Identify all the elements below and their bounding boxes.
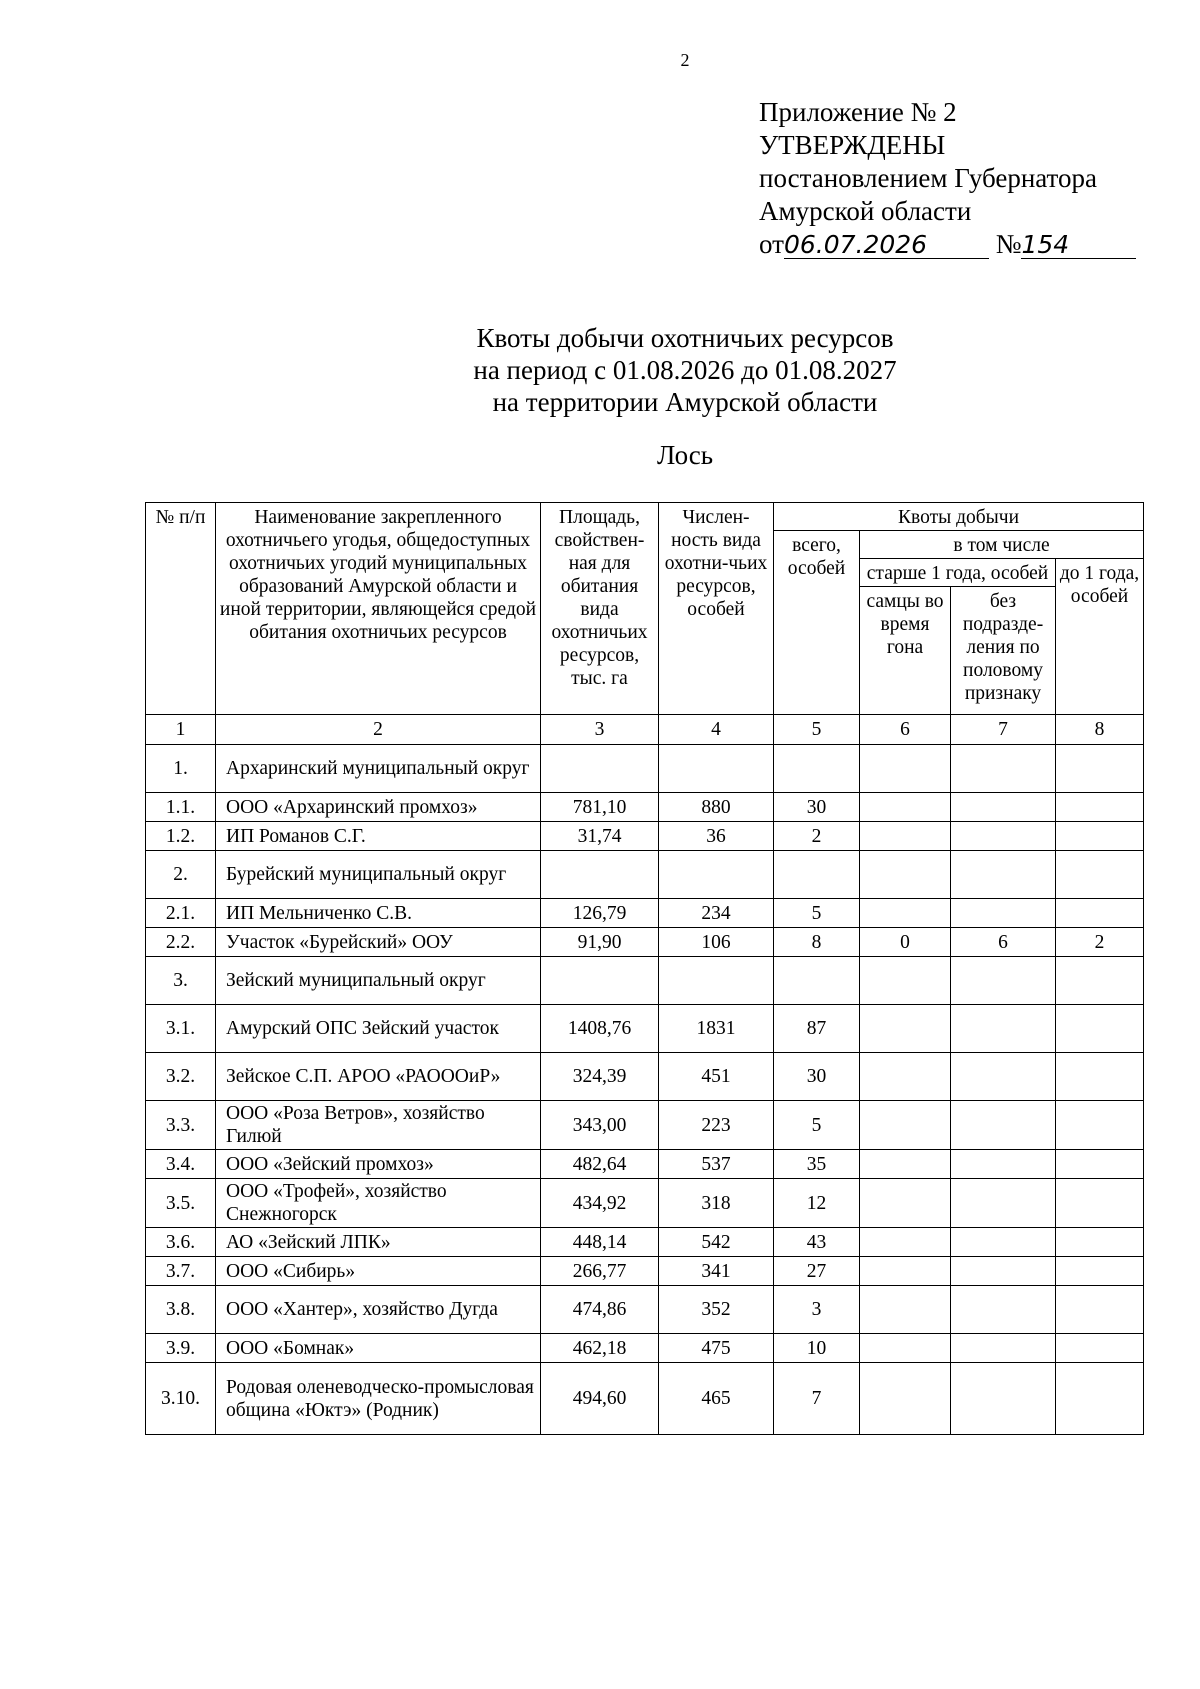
row-under1: [1056, 1286, 1144, 1334]
table-row: [146, 1334, 1144, 1363]
row-males: [860, 899, 951, 928]
row-total: 30: [774, 1053, 860, 1101]
row-number: 1.2.: [146, 822, 216, 851]
quota-table: [145, 502, 1144, 1435]
row-males: [860, 851, 951, 899]
row-count: [659, 745, 774, 793]
table-row: [146, 822, 1144, 851]
row-nosex: [951, 1286, 1056, 1334]
row-number: 3.3.: [146, 1101, 216, 1150]
row-total: 7: [774, 1363, 860, 1435]
decree-date-number: [759, 228, 1136, 261]
row-total: 35: [774, 1150, 860, 1179]
row-name: Амурский ОПС Зейский участок: [216, 1005, 541, 1053]
column-number: 8: [1056, 715, 1144, 745]
row-count: 1831: [659, 1005, 774, 1053]
header-name: Наименование закрепленного охотничьего угодья, общедоступных охотничьих угодий муниципальных образований Амурской области и иной территории, являющейся средой обитания охотничьих ресурсов: [216, 503, 541, 715]
row-name: ООО «Трофей», хозяйство Снежногорск: [216, 1179, 541, 1228]
row-area: 324,39: [541, 1053, 659, 1101]
row-males: [860, 1363, 951, 1435]
row-count: 234: [659, 899, 774, 928]
row-males: 0: [860, 928, 951, 957]
table-row: [146, 1005, 1144, 1053]
row-males: [860, 957, 951, 1005]
row-males: [860, 1286, 951, 1334]
row-area: 343,00: [541, 1101, 659, 1150]
quota-table-body: [146, 745, 1144, 1435]
table-row: [146, 851, 1144, 899]
header-including: в том числе: [860, 531, 1144, 559]
row-area: 434,92: [541, 1179, 659, 1228]
header-under1: до 1 года, особей: [1056, 559, 1144, 715]
number-field: [1021, 228, 1136, 261]
row-area: 462,18: [541, 1334, 659, 1363]
row-name: Бурейский муниципальный округ: [216, 851, 541, 899]
row-name: ООО «Зейский промхоз»: [216, 1150, 541, 1179]
header-area: Площадь, свойствен-ная для обитания вида охотничьих ресурсов, тыс. га: [541, 503, 659, 715]
row-name: Зейский муниципальный округ: [216, 957, 541, 1005]
row-area: 482,64: [541, 1150, 659, 1179]
row-under1: [1056, 1101, 1144, 1150]
row-nosex: [951, 1179, 1056, 1228]
row-area: 1408,76: [541, 1005, 659, 1053]
row-total: 12: [774, 1179, 860, 1228]
row-count: [659, 957, 774, 1005]
row-total: [774, 745, 860, 793]
row-males: [860, 1334, 951, 1363]
row-under1: [1056, 1053, 1144, 1101]
row-area: 781,10: [541, 793, 659, 822]
row-under1: [1056, 1179, 1144, 1228]
row-males: [860, 745, 951, 793]
header-nosex: без подразде-ления по половому признаку: [951, 587, 1056, 715]
row-name: ИП Мельниченко С.В.: [216, 899, 541, 928]
row-nosex: [951, 1228, 1056, 1257]
row-nosex: [951, 957, 1056, 1005]
row-name: Зейское С.П. АРОО «РАОООиР»: [216, 1053, 541, 1101]
row-number: 3.4.: [146, 1150, 216, 1179]
column-number-row: [146, 715, 1144, 745]
table-row: [146, 1257, 1144, 1286]
row-nosex: [951, 851, 1056, 899]
column-number: 3: [541, 715, 659, 745]
row-total: 27: [774, 1257, 860, 1286]
row-total: [774, 957, 860, 1005]
row-nosex: [951, 745, 1056, 793]
row-nosex: [951, 1363, 1056, 1435]
header-males: самцы во время гона: [860, 587, 951, 715]
row-count: 341: [659, 1257, 774, 1286]
header-older: старше 1 года, особей: [860, 559, 1056, 587]
row-total: 87: [774, 1005, 860, 1053]
row-nosex: [951, 1005, 1056, 1053]
row-males: [860, 1101, 951, 1150]
row-area: [541, 851, 659, 899]
row-under1: [1056, 793, 1144, 822]
row-number: 3.2.: [146, 1053, 216, 1101]
title-line-3: на территории Амурской области: [492, 387, 878, 417]
row-under1: [1056, 1334, 1144, 1363]
row-count: 537: [659, 1150, 774, 1179]
handwritten-date: 06.07.2026: [783, 230, 928, 259]
row-under1: [1056, 745, 1144, 793]
row-males: [860, 1150, 951, 1179]
header-num: № п/п: [146, 503, 216, 715]
row-count: 106: [659, 928, 774, 957]
row-name: Архаринский муниципальный округ: [216, 745, 541, 793]
page-number: 2: [680, 50, 690, 70]
approved-by-label: постановлением Губернатора: [759, 163, 1097, 193]
table-row: [146, 1286, 1144, 1334]
column-number: 7: [951, 715, 1056, 745]
row-name: ООО «Сибирь»: [216, 1257, 541, 1286]
date-field: [784, 228, 989, 261]
row-nosex: [951, 1257, 1056, 1286]
title-line-1: Квоты добычи охотничьих ресурсов: [476, 323, 894, 353]
species-title: Лось: [656, 440, 714, 470]
table-row: [146, 745, 1144, 793]
row-area: 126,79: [541, 899, 659, 928]
number-prefix: №: [995, 229, 1022, 259]
row-under1: 2: [1056, 928, 1144, 957]
header-count: Числен-ность вида охотни-чьих ресурсов, особей: [659, 503, 774, 715]
title-line-2: на период с 01.08.2026 до 01.08.2027: [473, 355, 897, 385]
row-name: ООО «Архаринский промхоз»: [216, 793, 541, 822]
row-area: 474,86: [541, 1286, 659, 1334]
column-number: 6: [860, 715, 951, 745]
row-total: 43: [774, 1228, 860, 1257]
row-under1: [1056, 1150, 1144, 1179]
row-total: 5: [774, 1101, 860, 1150]
table-row: [146, 1150, 1144, 1179]
row-number: 3.1.: [146, 1005, 216, 1053]
table-row: [146, 1179, 1144, 1228]
row-total: 5: [774, 899, 860, 928]
row-number: 1.1.: [146, 793, 216, 822]
row-name: ООО «Бомнак»: [216, 1334, 541, 1363]
row-count: 451: [659, 1053, 774, 1101]
row-nosex: [951, 793, 1056, 822]
row-males: [860, 1005, 951, 1053]
table-row: [146, 899, 1144, 928]
row-under1: [1056, 1363, 1144, 1435]
row-count: [659, 851, 774, 899]
row-count: 542: [659, 1228, 774, 1257]
row-name: ООО «Роза Ветров», хозяйство Гилюй: [216, 1101, 541, 1150]
row-nosex: [951, 822, 1056, 851]
approved-label: УТВЕРЖДЕНЫ: [759, 130, 946, 160]
row-total: 2: [774, 822, 860, 851]
document-title: [0, 322, 1200, 418]
row-area: [541, 957, 659, 1005]
row-name: ИП Романов С.Г.: [216, 822, 541, 851]
row-count: 352: [659, 1286, 774, 1334]
row-number: 3.9.: [146, 1334, 216, 1363]
row-number: 2.: [146, 851, 216, 899]
approval-block: [759, 96, 1136, 261]
row-number: 3.8.: [146, 1286, 216, 1334]
row-under1: [1056, 1257, 1144, 1286]
row-count: 475: [659, 1334, 774, 1363]
row-under1: [1056, 822, 1144, 851]
handwritten-number: 154: [1021, 230, 1070, 259]
row-under1: [1056, 1005, 1144, 1053]
table-row: [146, 1363, 1144, 1435]
table-row: [146, 793, 1144, 822]
row-number: 3.6.: [146, 1228, 216, 1257]
row-total: 10: [774, 1334, 860, 1363]
row-name: АО «Зейский ЛПК»: [216, 1228, 541, 1257]
row-number: 3.5.: [146, 1179, 216, 1228]
row-under1: [1056, 899, 1144, 928]
table-row: [146, 1053, 1144, 1101]
row-count: 880: [659, 793, 774, 822]
row-under1: [1056, 957, 1144, 1005]
row-area: 91,90: [541, 928, 659, 957]
row-area: 448,14: [541, 1228, 659, 1257]
row-count: 318: [659, 1179, 774, 1228]
row-males: [860, 1257, 951, 1286]
row-males: [860, 1228, 951, 1257]
table-row: [146, 928, 1144, 957]
row-count: 465: [659, 1363, 774, 1435]
row-name: Участок «Бурейский» ООУ: [216, 928, 541, 957]
column-number: 5: [774, 715, 860, 745]
row-name: Родовая оленеводческо-промысловая община «Юктэ» (Родник): [216, 1363, 541, 1435]
row-area: [541, 745, 659, 793]
row-number: 2.1.: [146, 899, 216, 928]
appendix-label: Приложение № 2: [759, 97, 957, 127]
date-prefix: от: [759, 229, 784, 259]
row-number: 3.10.: [146, 1363, 216, 1435]
row-nosex: [951, 1334, 1056, 1363]
row-males: [860, 822, 951, 851]
row-under1: [1056, 1228, 1144, 1257]
column-number: 2: [216, 715, 541, 745]
header-total: всего, особей: [774, 531, 860, 715]
row-total: 30: [774, 793, 860, 822]
row-area: 494,60: [541, 1363, 659, 1435]
row-area: 266,77: [541, 1257, 659, 1286]
row-number: 3.7.: [146, 1257, 216, 1286]
column-number: 4: [659, 715, 774, 745]
row-total: [774, 851, 860, 899]
row-nosex: 6: [951, 928, 1056, 957]
row-under1: [1056, 851, 1144, 899]
row-nosex: [951, 899, 1056, 928]
table-row: [146, 1101, 1144, 1150]
row-area: 31,74: [541, 822, 659, 851]
row-nosex: [951, 1101, 1056, 1150]
row-nosex: [951, 1053, 1056, 1101]
header-quota: Квоты добычи: [774, 503, 1144, 531]
region-label: Амурской области: [759, 196, 972, 226]
row-name: ООО «Хантер», хозяйство Дугда: [216, 1286, 541, 1334]
row-count: 36: [659, 822, 774, 851]
row-total: 3: [774, 1286, 860, 1334]
row-males: [860, 1053, 951, 1101]
table-row: [146, 1228, 1144, 1257]
row-number: 2.2.: [146, 928, 216, 957]
row-total: 8: [774, 928, 860, 957]
table-row: [146, 957, 1144, 1005]
row-number: 3.: [146, 957, 216, 1005]
row-number: 1.: [146, 745, 216, 793]
row-males: [860, 793, 951, 822]
row-males: [860, 1179, 951, 1228]
column-number: 1: [146, 715, 216, 745]
row-nosex: [951, 1150, 1056, 1179]
row-count: 223: [659, 1101, 774, 1150]
